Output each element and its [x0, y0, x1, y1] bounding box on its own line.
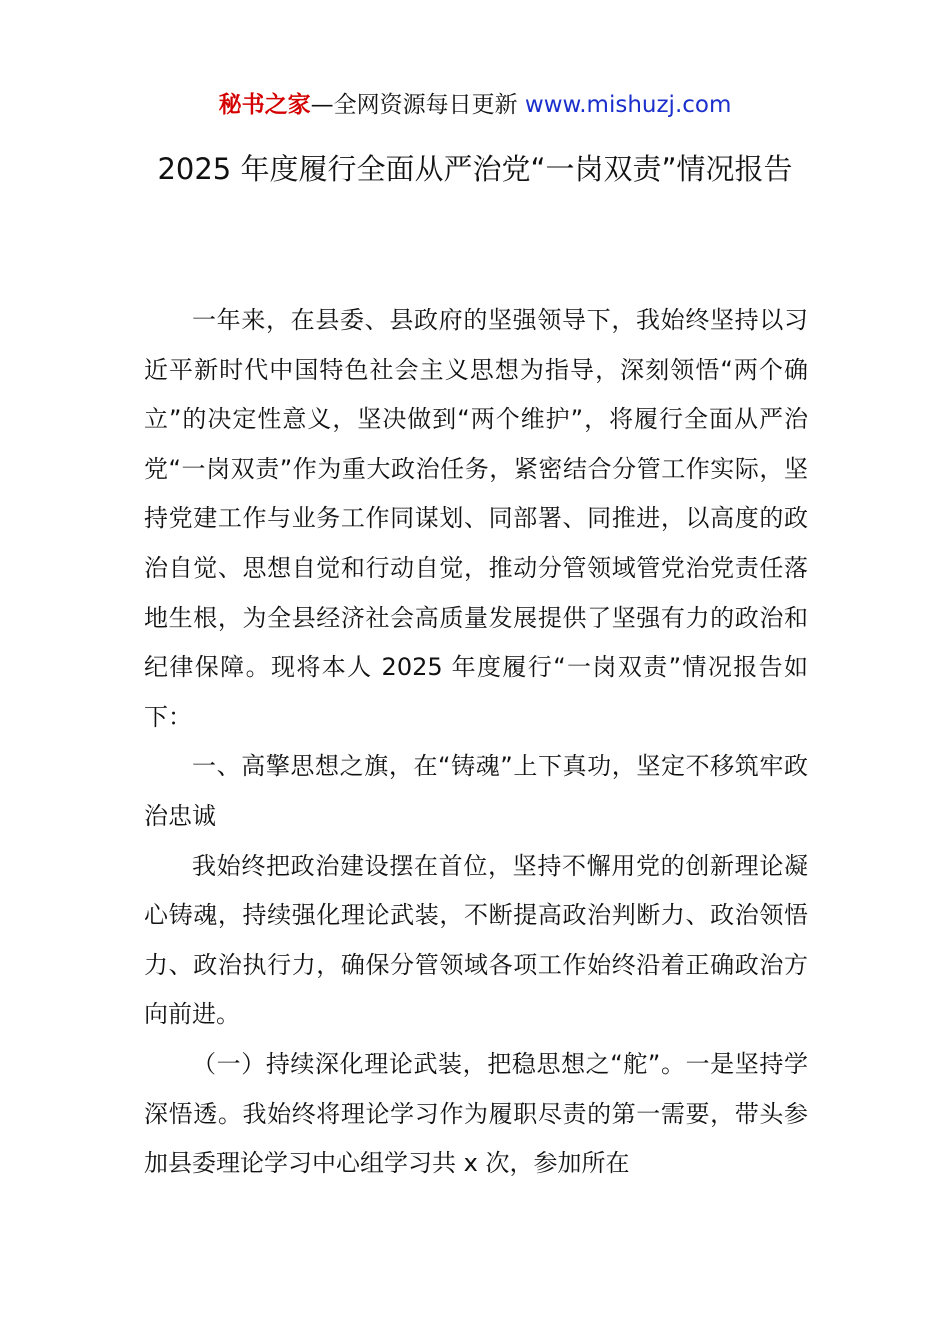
site-url-link[interactable]: www.mishuzj.com — [524, 92, 732, 118]
header-slogan: —全网资源每日更新 — [310, 92, 525, 118]
brand-name: 秘书之家 — [218, 92, 311, 118]
subsection-1-paragraph: （一）持续深化理论武装，把稳思想之“舵”。一是坚持学深悟透。我始终将理论学习作为履职尽责的第一需要，带头参加县委理论学习中心组学习共 x 次，参加所在 — [144, 1049, 808, 1178]
intro-paragraph: 一年来，在县委、县政府的坚强领导下，我始终坚持以习近平新时代中国特色社会主义思想为指导，深刻领悟“两个确立”的决定性意义，坚决做到“两个维护”，将履行全面从严治党“一岗双责”作为重大政治任务，紧密结合分管工作实际，坚持党建工作与业务工作同谋划、同部署、同推进，以高度的政治自觉、思想自觉和行动自觉，推动分管领域管党治党责任落地生根，为全县经济社会高质量发展提供了坚强有力的政治和纪律保障。现将本人 2025 年度履行“一岗双责”情况报告如下： — [144, 306, 808, 731]
document-body — [144, 296, 808, 1189]
section-1-paragraph: 我始终把政治建设摆在首位，坚持不懈用党的创新理论凝心铸魂，持续强化理论武装，不断提高政治判断力、政治领悟力、政治执行力，确保分管领域各项工作始终沿着正确政治方向前进。 — [144, 851, 808, 1029]
document-title: 2025 年度履行全面从严治党“一岗双责”情况报告 — [157, 152, 793, 186]
site-header — [0, 88, 950, 122]
section-heading-1: 一、高擎思想之旗，在“铸魂”上下真功，坚定不移筑牢政治忠诚 — [144, 752, 808, 830]
